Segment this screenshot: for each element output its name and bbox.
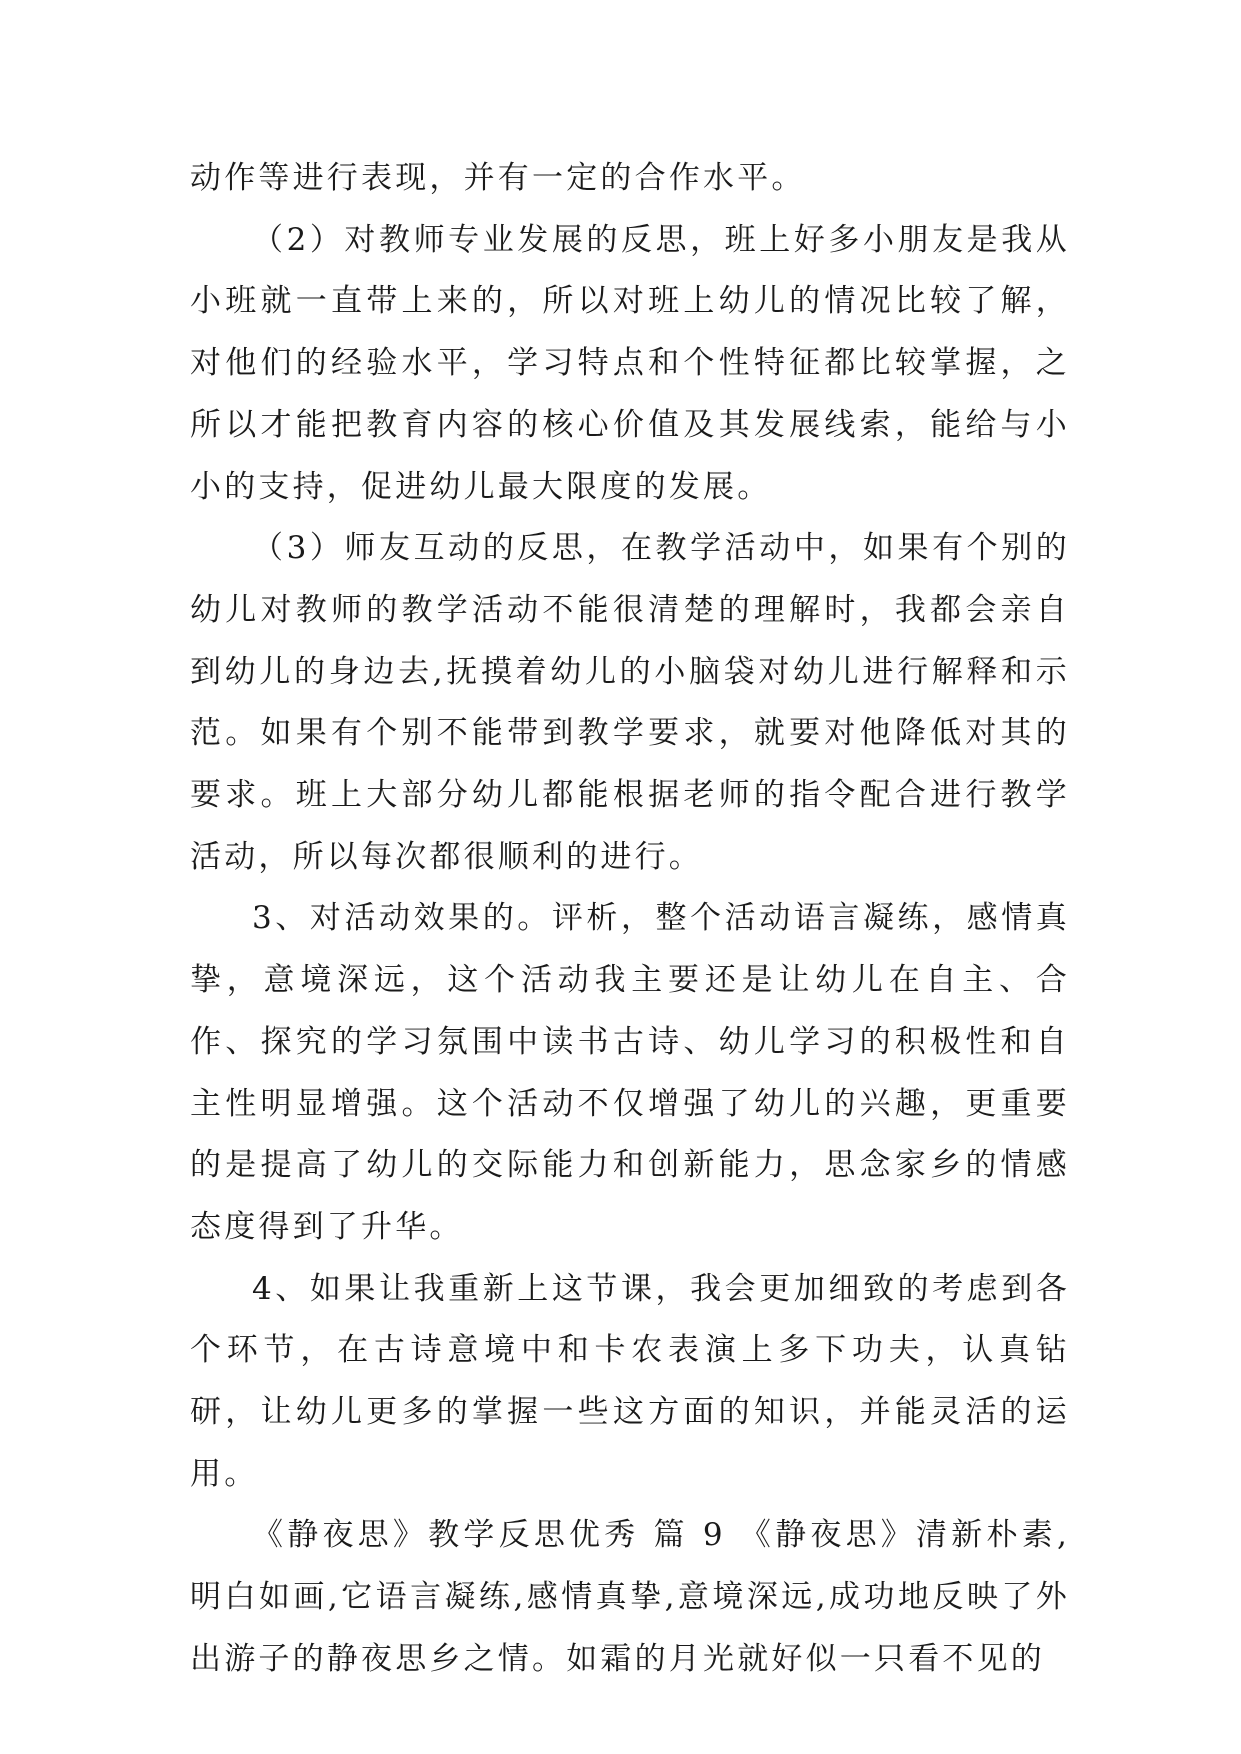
body-text bbox=[190, 148, 1070, 1691]
paragraph-interaction: （3）师友互动的反思，在教学活动中，如果有个别的幼儿对教师的教学活动不能很清楚的理解时，我都会亲自到幼儿的身边去,抚摸着幼儿的小脑袋对幼儿进行解释和示范。如果有个别不能带到教学要求，就要对他降低对其的要求。班上大部分幼儿都能根据老师的指令配合进行教学活动，所以每次都很顺利的进行。 bbox=[190, 530, 1070, 875]
paragraph-improvement: 4、如果让我重新上这节课，我会更加细致的考虑到各个环节，在古诗意境中和卡农表演上多下功夫，认真钻研，让幼儿更多的掌握一些这方面的知识，并能灵活的运用。 bbox=[190, 1270, 1070, 1492]
paragraph-evaluation: 3、对活动效果的。评析，整个活动语言凝练，感情真挚，意境深远，这个活动我主要还是让幼儿在自主、合作、探究的学习氛围中读书古诗、幼儿学习的积极性和自主性明显增强。这个活动不仅增强了幼儿的兴趣，更重要的是提高了幼儿的交际能力和创新能力，思念家乡的情感态度得到了升华。 bbox=[190, 900, 1070, 1245]
paragraph-teacher-development: （2）对教师专业发展的反思，班上好多小朋友是我从小班就一直带上来的，所以对班上幼儿的情况比较了解，对他们的经验水平，学习特点和个性特征都比较掌握，之所以才能把教育内容的核心价值及其发展线索，能给与小小的支持，促进幼儿最大限度的发展。 bbox=[190, 221, 1070, 505]
paragraph-continuation: 动作等进行表现，并有一定的合作水平。 bbox=[190, 160, 806, 196]
paragraph-section-9: 《静夜思》教学反思优秀 篇 9 《静夜思》清新朴素,明白如画,它语言凝练,感情真挚,意境深远,成功地反映了外出游子的静夜思乡之情。如霜的月光就好似一只看不见的 bbox=[190, 1517, 1070, 1677]
